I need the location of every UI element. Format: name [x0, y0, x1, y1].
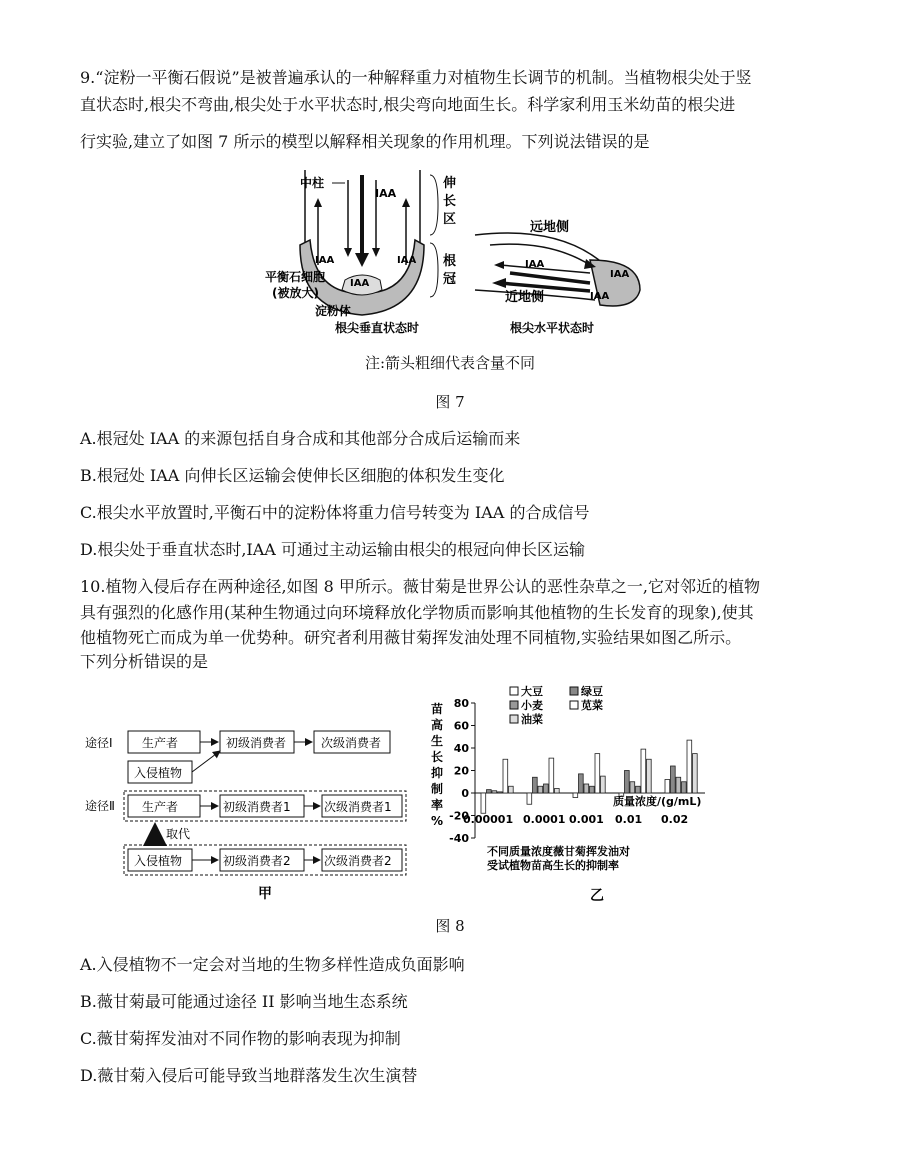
label-replace: 取代 [166, 827, 191, 841]
chart-bar [641, 749, 646, 793]
chart-x-tick-label: 0.01 [615, 813, 643, 826]
chart-legend-swatch [510, 715, 518, 723]
chart-x-tick-label: 0.0001 [523, 813, 566, 826]
label-jindice: 近地侧 [505, 290, 545, 305]
q9-line2: 直状态时,根尖不弯曲,根尖处于水平状态时,根尖弯向地面生长。科学家利用玉米幼苗的根尖进 [80, 95, 736, 114]
chart-bar [676, 777, 681, 793]
chart-bar [538, 786, 543, 793]
label-gen: 根 [443, 254, 457, 269]
chart-bar [647, 759, 652, 793]
figure-8-yi-chart [425, 683, 725, 908]
chart-bar [487, 790, 492, 793]
vertical-root-diagram [260, 165, 438, 335]
chart-bar [549, 758, 554, 793]
chart-x-tick-label: 0.00001 [463, 813, 514, 826]
chart-y-tick-label: 20 [453, 764, 469, 778]
chart-bar [601, 776, 606, 793]
q9-option-d: D.根尖处于垂直状态时,IAA 可通过主动运输由根尖的根冠向伸长区运输 [80, 540, 585, 559]
chart-legend-swatch [510, 687, 518, 695]
chart-bar [544, 784, 549, 793]
chart-legend-swatch [570, 687, 578, 695]
label-zhongzhu: 中柱 [300, 176, 325, 190]
q10-option-d: D.薇甘菊入侵后可能导致当地群落发生次生演替 [80, 1066, 418, 1085]
figure-7 [260, 165, 660, 337]
chart-ylabel [431, 701, 443, 828]
chart-legend-swatch [510, 701, 518, 709]
chart-ylabel-char: 生 [431, 734, 444, 748]
chart-legend-label: 油菜 [521, 713, 543, 726]
chart-y-tick-label: 0 [461, 787, 469, 800]
chart-y-tick-label: 40 [453, 742, 469, 755]
q10-option-c: C.薇甘菊挥发油对不同作物的影响表现为抑制 [80, 1029, 401, 1048]
chart-bar [492, 791, 497, 793]
label-iaa-h3: IAA [590, 291, 610, 302]
chart-bar [481, 793, 486, 813]
chart-y-tick-label: 60 [453, 719, 469, 733]
chart-bar [693, 754, 698, 793]
chart-bar [630, 782, 635, 793]
figure-7-note: 注:箭头粗细代表含量不同 [364, 354, 536, 372]
chart-bar [533, 777, 538, 793]
chart-x-tick-label: 0.02 [661, 813, 689, 826]
box-producer-2: 生产者 [142, 800, 179, 814]
label-beifangda: (被放大) [272, 286, 319, 300]
box-secondary2: 次级消费者2 [324, 854, 392, 868]
q9-option-c: C.根尖水平放置时,平衡石中的淀粉体将重力信号转变为 IAA 的合成信号 [80, 503, 590, 522]
label-qu: 区 [443, 212, 457, 227]
q10-line1: 10.植物入侵后存在两种途径,如图 8 甲所示。薇甘菊是世界公认的恶性杂草之一,它对邻近的植物 [80, 577, 760, 596]
chart-bar [671, 766, 676, 793]
chart-ylabel-char: 抑 [431, 766, 444, 780]
label-dianfenti: 淀粉体 [315, 304, 352, 318]
label-iaa-right: IAA [397, 255, 417, 266]
chart-bar [665, 780, 670, 794]
box-invasive-1: 入侵植物 [134, 766, 183, 780]
box-primary1: 初级消费者1 [223, 800, 291, 814]
q9-option-a: A.根冠处 IAA 的来源包括自身合成和其他部分合成后运输而来 [80, 429, 521, 448]
chart-bar [595, 754, 600, 793]
label-yi: 乙 [590, 888, 604, 904]
chart-legend-label: 大豆 [521, 685, 543, 698]
chart-bar [573, 793, 578, 798]
chart-bar [636, 786, 641, 793]
box-producer-1: 生产者 [142, 736, 179, 750]
box-primary2: 初级消费者2 [223, 854, 291, 868]
label-iaa-center: IAA [350, 278, 370, 289]
chart-bar [498, 792, 503, 793]
label-jia: 甲 [258, 886, 272, 902]
chart-bar [527, 793, 532, 804]
chart-ylabel-char: 制 [431, 782, 444, 796]
box-secondary-1: 次级消费者 [321, 736, 382, 750]
chart-caption-2: 受试植物苗高生长的抑制率 [487, 859, 619, 872]
figure-8-jia [80, 715, 420, 905]
chart-ylabel-char: 率 [431, 798, 444, 812]
chart-bar [509, 786, 514, 793]
label-route1: 途径Ⅰ [85, 736, 113, 750]
label-pinghengshi: 平衡石细胞 [265, 270, 326, 284]
caption-vertical: 根尖垂直状态时 [335, 321, 420, 335]
chart-caption-1: 不同质量浓度薇甘菊挥发油对 [487, 845, 630, 858]
chart-ylabel-char: 苗 [431, 702, 444, 716]
q9-line1: 9.“淀粉一平衡石假说”是被普遍承认的一种解释重力对植物生长调节的机制。当植物根尖处于竖 [80, 68, 752, 87]
label-shen: 伸 [443, 176, 457, 191]
label-iaa-h1: IAA [525, 259, 545, 270]
chart-bar [555, 789, 560, 794]
chart-bar [579, 774, 584, 793]
chart-bar [590, 786, 595, 793]
chart-legend-label: 小麦 [521, 699, 543, 712]
label-iaa-left: IAA [315, 255, 335, 266]
chart-bar [682, 782, 687, 793]
box-primary-1: 初级消费者 [226, 736, 287, 750]
box-invasive-2: 入侵植物 [134, 854, 183, 868]
q9-option-b: B.根冠处 IAA 向伸长区运输会使伸长区细胞的体积发生变化 [80, 466, 505, 485]
q10-option-b: B.薇甘菊最可能通过途径 II 影响当地生态系统 [80, 992, 408, 1011]
q10-line2: 具有强烈的化感作用(某种生物通过向环境释放化学物质而影响其他植物的生长发育的现象),使其 [80, 603, 754, 622]
label-yuandice: 远地侧 [530, 220, 570, 235]
caption-horizontal: 根尖水平状态时 [510, 321, 595, 335]
chart-bar [503, 759, 508, 793]
chart-xlabel: 质量浓度/(g/mL) [613, 795, 702, 808]
chart-y-tick-label: -20 [449, 809, 469, 823]
q9-line3: 行实验,建立了如图 7 所示的模型以解释相关现象的作用机理。下列说法错误的是 [80, 132, 650, 151]
chart-bar [584, 784, 589, 793]
q10-line3: 他植物死亡而成为单一优势种。研究者利用薇甘菊挥发油处理不同植物,实验结果如图乙所示。 [80, 628, 742, 647]
chart-legend-swatch [570, 701, 578, 709]
chart-legend-label: 绿豆 [581, 685, 603, 698]
figure-8-label: 图 8 [435, 917, 465, 935]
label-iaa-h2: IAA [610, 269, 630, 280]
q10-option-a: A.入侵植物不一定会对当地的生物多样性造成负面影响 [80, 955, 465, 974]
chart-ylabel-char: 高 [431, 718, 444, 732]
chart-y-tick-label: -40 [449, 832, 469, 845]
chart-bar [687, 740, 692, 793]
q10-line4: 下列分析错误的是 [80, 652, 209, 671]
chart-y-tick-label: 80 [453, 697, 469, 710]
chart-bar [625, 771, 630, 794]
chart-legend-label: 苋菜 [581, 699, 603, 712]
figure-7-label: 图 7 [435, 393, 465, 411]
chart-ylabel-char: % [431, 814, 444, 828]
label-iaa-top: IAA [375, 187, 397, 200]
label-chang: 长 [443, 194, 457, 209]
chart-x-tick-label: 0.001 [569, 813, 604, 826]
horizontal-root-diagram [475, 219, 640, 335]
box-secondary1: 次级消费者1 [324, 800, 392, 814]
chart-ylabel-char: 长 [431, 750, 444, 764]
label-route2: 途径Ⅱ [85, 799, 115, 813]
label-guan: 冠 [443, 272, 457, 287]
